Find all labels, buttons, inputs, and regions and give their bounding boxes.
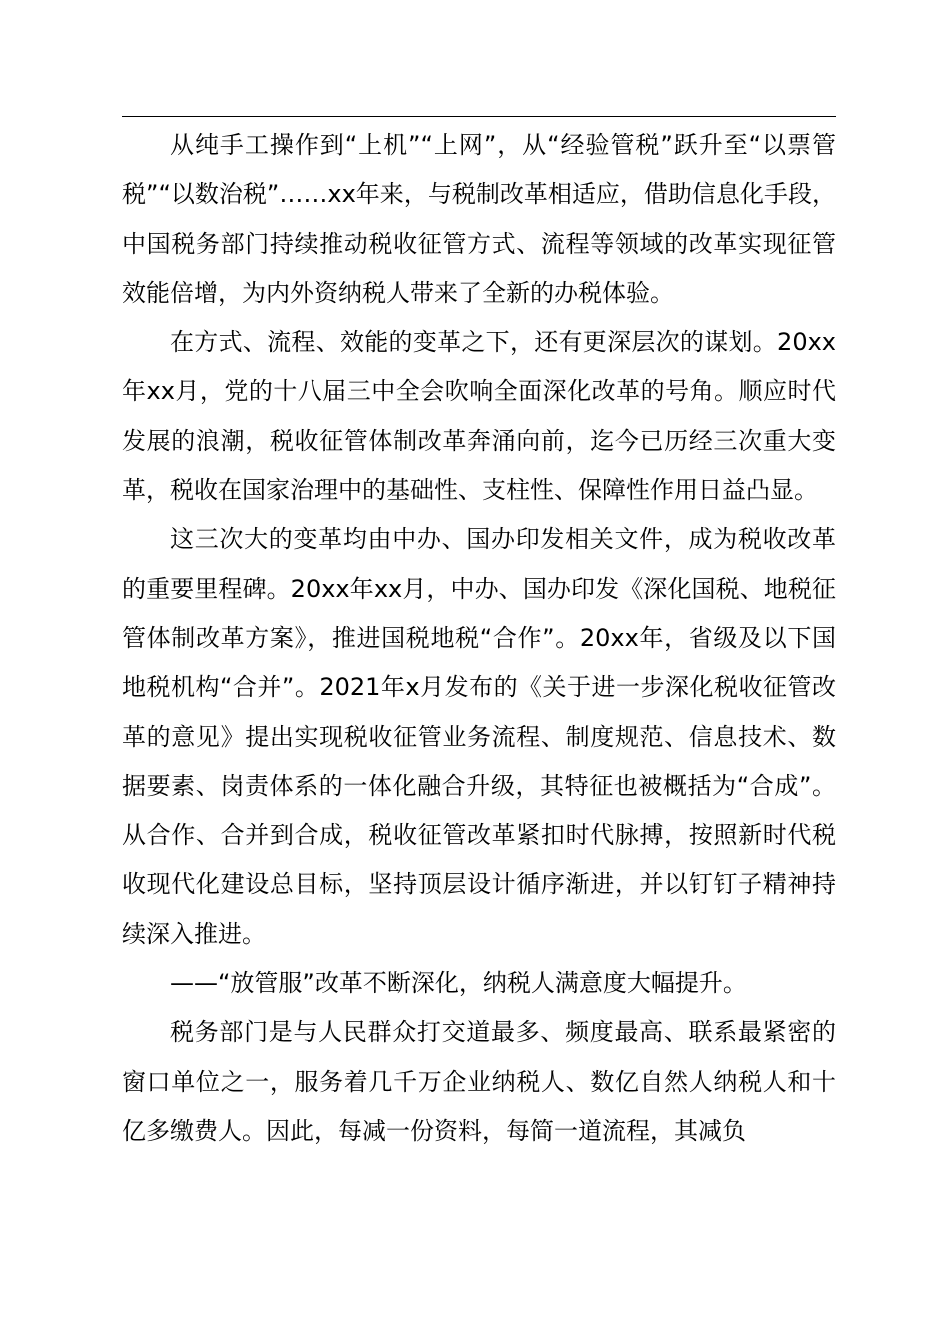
- paragraph-3: 这三次大的变革均由中办、国办印发相关文件，成为税收改革的重要里程碑。20xx年xx月，中办、国办印发《深化国税、地税征管体制改革方案》，推进国税地税“合作”。20xx年，省级及以下国地税机构“合并”。2021年x月发布的《关于进一步深化税收征管改革的意见》提出实现税收征管业务流程、制度规范、信息技术、数据要素、岗责体系的一体化融合升级，其特征也被概括为“合成”。从合作、合并到合成，税收征管改革紧扣时代脉搏，按照新时代税收现代化建设总目标，坚持顶层设计循序渐进，并以钉钉子精神持续深入推进。: [122, 525, 836, 948]
- paragraph-5: 税务部门是与人民群众打交道最多、频度最高、联系最紧密的窗口单位之一，服务着几千万企业纳税人、数亿自然人纳税人和十亿多缴费人。因此，每减一份资料，每简一道流程，其减负: [122, 1018, 836, 1145]
- paragraph-4: ——“放管服”改革不断深化，纳税人满意度大幅提升。: [170, 969, 747, 998]
- paragraph-2: 在方式、流程、效能的变革之下，还有更深层次的谋划。20xx年xx月，党的十八届三中全会吹响全面深化改革的号角。顺应时代发展的浪潮，税收征管体制改革奔涌向前，迄今已历经三次重大变革，税收在国家治理中的基础性、支柱性、保障性作用日益凸显。: [122, 328, 836, 505]
- header-rule: [122, 116, 836, 117]
- document-body: [122, 121, 836, 1156]
- paragraph-1: 从纯手工操作到“上机”“上网”，从“经验管税”跃升至“以票管税”“以数治税”……xx年来，与税制改革相适应，借助信息化手段，中国税务部门持续推动税收征管方式、流程等领域的改革实现征管效能倍增，为内外资纳税人带来了全新的办税体验。: [122, 131, 836, 307]
